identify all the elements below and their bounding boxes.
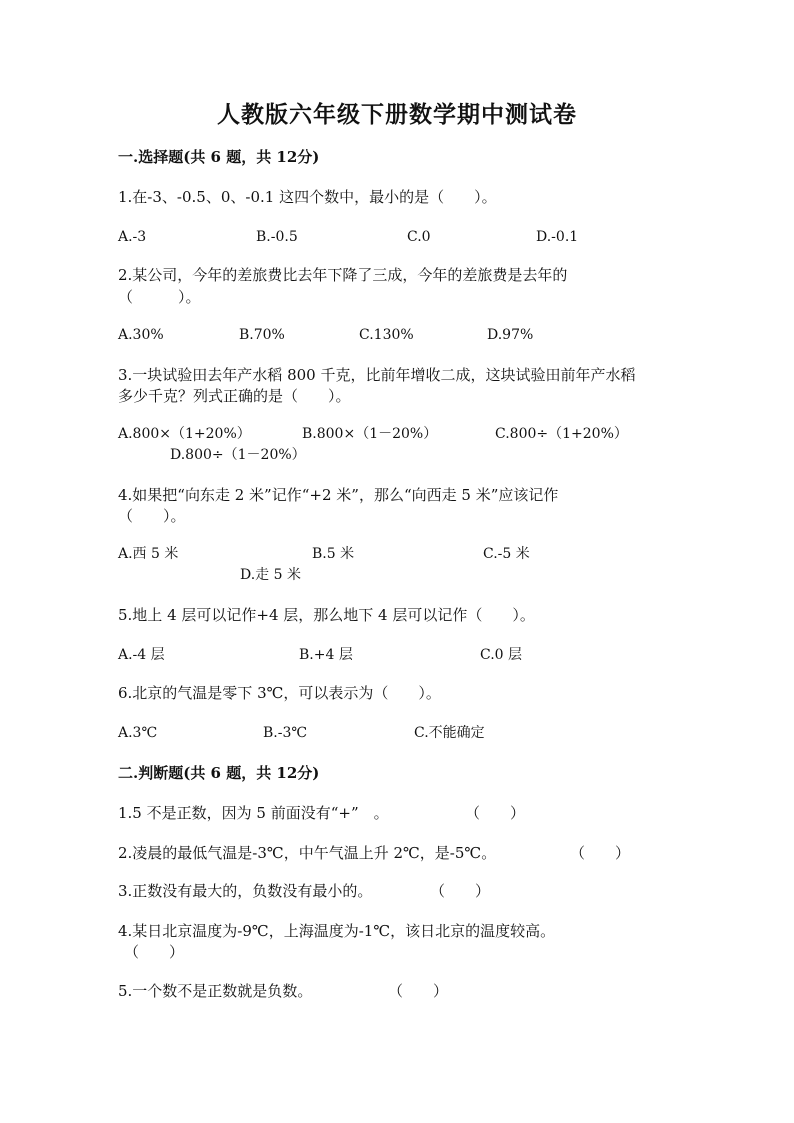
- option-a: A.西 5 米: [118, 546, 179, 562]
- option-b: B.-3℃: [263, 725, 308, 741]
- question-text: 6.北京的气温是零下 3℃，可以表示为（ ）。: [118, 684, 441, 702]
- option-a: A.800×（1+20%）: [118, 426, 251, 442]
- option-b: B.800×（1－20%）: [302, 426, 438, 442]
- answer-paren[interactable]: （ ）: [388, 982, 449, 1000]
- question-text: 4.如果把“向东走 2 米”记作“+2 米”，那么“向西走 5 米”应该记作: [118, 486, 559, 504]
- option-c: C.0: [407, 229, 431, 245]
- answer-paren[interactable]: （ ）: [465, 804, 526, 822]
- option-d: D.-0.1: [536, 229, 579, 245]
- answer-paren[interactable]: （ ）: [124, 943, 185, 961]
- option-a: A.-4 层: [118, 647, 165, 663]
- question-text: 1.在-3、-0.5、0、-0.1 这四个数中，最小的是（ ）。: [118, 188, 497, 206]
- statement-text: 3.正数没有最大的，负数没有最小的。: [118, 882, 373, 900]
- option-d: D.97%: [487, 327, 534, 343]
- option-c: C.-5 米: [483, 546, 530, 562]
- option-a: A.30%: [118, 327, 164, 343]
- question-text: 2.某公司，今年的差旅费比去年下降了三成，今年的差旅费是去年的: [118, 266, 568, 284]
- answer-paren[interactable]: （ ）: [430, 882, 491, 900]
- option-d: D.800÷（1－20%）: [170, 447, 306, 463]
- question-text-cont: 多少千克？列式正确的是（ ）。: [118, 387, 351, 405]
- question-text: 5.地上 4 层可以记作+4 层，那么地下 4 层可以记作（ ）。: [118, 606, 535, 624]
- option-a: A.-3: [118, 229, 147, 245]
- question-text-cont: （ ）。: [118, 507, 186, 525]
- section-heading-judgement: 二.判断题(共 6 题，共 12分): [118, 764, 320, 782]
- option-b: B.5 米: [312, 546, 355, 562]
- option-b: B.+4 层: [299, 647, 353, 663]
- option-b: B.-0.5: [256, 229, 298, 245]
- statement-text: 4.某日北京温度为-9℃，上海温度为-1℃，该日北京的温度较高。: [118, 922, 556, 940]
- statement-text: 5.一个数不是正数就是负数。: [118, 982, 313, 1000]
- option-c: C.0 层: [480, 647, 523, 663]
- option-a: A.3℃: [118, 725, 158, 741]
- section-heading-choice: 一.选择题(共 6 题，共 12分): [118, 148, 320, 166]
- option-b: B.70%: [239, 327, 285, 343]
- statement-text: 1.5 不是正数，因为 5 前面没有“+” 。: [118, 804, 389, 822]
- option-c: C.不能确定: [414, 725, 485, 741]
- option-d: D.走 5 米: [240, 567, 301, 583]
- option-c: C.130%: [359, 327, 414, 343]
- statement-text: 2.凌晨的最低气温是-3℃，中午气温上升 2℃，是-5℃。: [118, 844, 497, 862]
- page-title: 人教版六年级下册数学期中测试卷: [217, 101, 577, 128]
- question-text-cont: （ ）。: [118, 288, 201, 306]
- question-text: 3.一块试验田去年产水稻 800 千克，比前年增收二成，这块试验田前年产水稻: [118, 366, 636, 384]
- answer-paren[interactable]: （ ）: [570, 844, 631, 862]
- option-c: C.800÷（1+20%）: [495, 426, 628, 442]
